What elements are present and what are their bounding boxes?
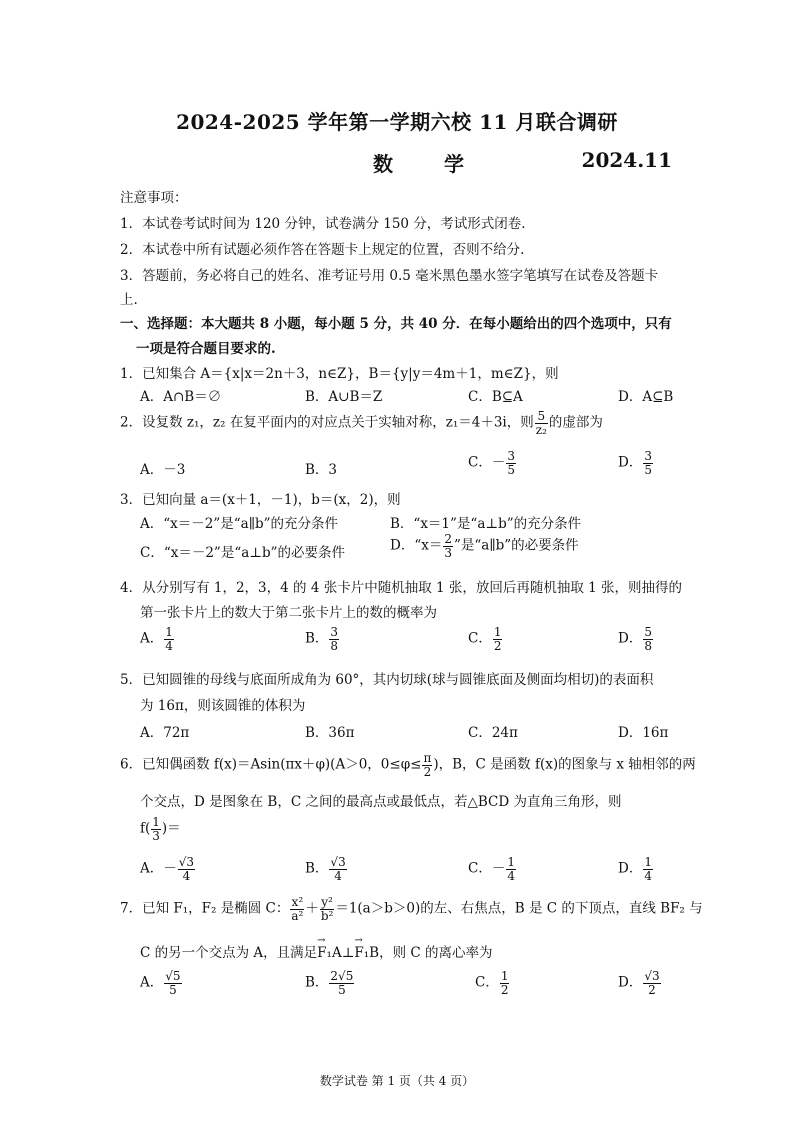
q1-option-d: D．A⊆B [618,389,674,405]
q6-option-d [618,856,654,882]
q6-stem3-b: )＝ [161,820,181,837]
q7-c-den: 2 [500,982,509,997]
section-heading-line1: 一、选择题：本大题共 8 小题，每小题 5 分，共 40 分．在每小题给出的四个选项中，只有 [120,316,672,332]
q6-b-den: 4 [334,868,342,883]
q7-frac-x-den: a² [291,908,304,923]
note-item-3: 3．答题前，务必将自己的姓名、准考证号用 0.5 毫米黑色墨水签字笔填写在试卷及答题卡 [120,268,659,284]
q6-a-num: √3 [178,855,195,869]
q6-b-num: √3 [330,855,346,869]
q5-option-b: B．36π [305,725,355,741]
q4-stem-line2: 第一张卡片上的数大于第二张卡片上的数的概率为 [140,605,437,621]
note-item-3-cont: 上. [120,292,138,308]
q6-stem1-fraction [422,752,432,778]
q5-option-a: A．72π [140,725,190,741]
q6-c-prefix: C．－ [468,860,506,877]
q2-option-c-prefix: C．－ [468,454,506,471]
q5-option-d: D．16π [618,725,669,741]
q6-d-num: 1 [644,855,652,869]
q7-option-a [140,970,183,996]
notes-heading: 注意事项： [120,190,188,206]
q6-stem1-b: )，B，C 是函数 f(x)的图象与 x 轴相邻的两 [433,756,696,773]
q6-a-fraction [178,856,195,882]
q3-option-d-fraction [443,533,453,559]
q4-b-prefix: B． [305,630,329,647]
q7-frac-x-num: x² [291,895,304,909]
q6-stem-line1 [120,752,696,778]
q2-option-c [468,450,517,476]
q2-stem [120,410,603,436]
note-item-2: 2．本试卷中所有试题必须作答在答题卡上规定的位置，否则不给分. [120,242,525,258]
q7-plus: ＋ [305,900,319,917]
q7-d-num: √3 [644,969,660,983]
subject-label: 数 学 [373,152,486,176]
q6-b-prefix: B． [305,860,329,877]
q3-d-den: 3 [444,545,452,560]
q2-stem-text-b: 的虚部为 [548,414,603,431]
q6-c-fraction [506,856,516,882]
q3-stem: 3．已知向量 a＝(x＋1，－1)，b＝(x，2)，则 [120,492,401,508]
q7-stem1-a: 7．已知 F₁，F₂ 是椭圆 C： [120,900,290,917]
q4-option-b [305,626,340,652]
q3-option-d-prefix: D．“x＝ [390,537,443,554]
q5-stem-line2: 为 16π，则该圆锥的体积为 [140,698,306,714]
q7-stem-line2 [140,941,493,961]
q7-vector-f1b: → F₁B [354,945,379,961]
q3-option-a: A．“x＝－2”是“a∥b”的充分条件 [140,516,338,532]
q4-a-prefix: A． [140,630,164,647]
q2-stem-frac-den: z₂ [535,422,547,437]
q4-b-den: 8 [330,638,339,653]
q7-b-num: 2√5 [330,969,354,983]
q6-stem3-a: f( [140,820,151,837]
q7-a-prefix: A． [140,974,164,991]
q3-option-c: C．“x＝－2”是“a⊥b”的必要条件 [140,545,346,561]
q6-option-a [140,856,196,882]
q6-stem3-num: 1 [152,815,160,829]
q6-d-den: 4 [644,868,652,883]
q7-d-fraction [643,970,660,996]
q2-stem-fraction [535,410,548,436]
q2-stem-frac-num: 5 [535,410,548,424]
q4-b-fraction [329,626,339,652]
q3-option-b: B．“x＝1”是“a⊥b”的充分条件 [390,516,582,532]
q7-a-den: 5 [169,982,177,997]
q6-option-b [305,856,348,882]
q6-stem-line3 [140,816,181,842]
q4-a-num: 1 [165,625,173,639]
q4-b-num: 3 [330,625,339,639]
q6-stem1-num: π [423,751,432,765]
q4-d-den: 8 [644,638,652,653]
q6-c-num: 1 [507,855,515,869]
q4-c-den: 2 [493,638,502,653]
q4-option-a [140,626,175,652]
q6-d-prefix: D． [618,860,643,877]
q2-c-num: 3 [507,449,515,463]
q6-stem3-den: 3 [152,828,160,843]
q7-frac-y-den: b² [320,908,334,923]
exam-title: 2024-2025 学年第一学期六校 11 月联合调研 [176,110,618,134]
q4-d-num: 5 [644,625,652,639]
q7-c-fraction [500,970,510,996]
q4-option-d [618,626,654,652]
q4-a-den: 4 [165,638,173,653]
q7-b-den: 5 [338,982,346,997]
page-footer: 数学试卷 第 1 页（共 4 页） [319,1074,475,1088]
q4-d-prefix: D． [618,630,643,647]
q7-c-num: 1 [500,969,509,983]
q1-stem: 1．已知集合 A＝{x|x＝2n＋3，n∈Z}，B＝{y|y＝4m＋1，m∈Z}，则 [120,366,559,382]
q2-option-d-fraction [643,450,653,476]
q6-option-c [468,856,517,882]
q3-option-d [390,533,579,559]
q1-option-c: C．B⊆A [468,389,523,405]
q7-vector-f1a: → F₁A [317,945,342,961]
q7-stem2-b: ，则 C 的离心率为 [379,945,493,961]
q3-d-num: 2 [444,532,452,546]
q6-stem1-a: 6．已知偶函数 f(x)＝Asin(πx＋φ)(A＞0，0≤φ≤ [120,756,422,773]
q7-frac-x [290,896,304,922]
q7-d-prefix: D． [618,974,643,991]
q2-d-num: 3 [644,449,652,463]
q7-stem1-b: ＝1(a＞b＞0)的左、右焦点，B 是 C 的下顶点，直线 BF₂ 与 [335,900,703,917]
q7-frac-y-num: y² [321,895,333,909]
q6-stem1-den: 2 [423,764,432,779]
q6-stem-line2: 个交点，D 是图象在 B，C 之间的最高点或最低点，若△BCD 为直角三角形，则 [140,794,622,810]
q2-option-c-fraction [506,450,516,476]
q4-c-prefix: C． [468,630,492,647]
q7-c-prefix: C． [475,974,499,991]
q5-option-c: C．24π [468,725,518,741]
q6-c-den: 4 [507,868,515,883]
q6-stem3-fraction [151,816,161,842]
q3-option-d-suffix: ”是“a∥b”的必要条件 [453,537,579,554]
q7-b-prefix: B． [305,974,329,991]
q2-option-b: B．3 [305,462,338,478]
q7-a-num: √5 [165,969,181,983]
q4-a-fraction [164,626,174,652]
q7-stem-line1 [120,896,703,922]
note-item-1: 1．本试卷考试时间为 120 分钟，试卷满分 150 分，考试形式闭卷. [120,216,526,232]
q7-option-c [475,970,510,996]
q5-stem-line1: 5．已知圆锥的母线与底面所成角为 60°，其内切球(球与圆锥底面及侧面均相切)的表面积 [120,672,654,688]
q6-a-prefix: A．－ [140,860,177,877]
q2-stem-text-a: 2．设复数 z₁，z₂ 在复平面内的对应点关于实轴对称，z₁＝4＋3i，则 [120,414,534,431]
q7-option-d [618,970,662,996]
q7-stem2-a: C 的另一个交点为 A，且满足 [140,945,318,961]
q2-c-den: 5 [507,462,515,477]
section-heading-line2: 一项是符合题目要求的. [136,341,276,357]
q2-option-d [618,450,654,476]
q1-option-a: A．A∩B＝∅ [140,389,222,405]
q6-a-den: 4 [182,868,191,883]
q7-option-b [305,970,355,996]
q6-d-fraction [643,856,653,882]
exam-date: 2024.11 [581,148,672,172]
q4-stem-line1: 4．从分别写有 1，2，3，4 的 4 张卡片中随机抽取 1 张，放回后再随机抽取 1 张，则抽得的 [120,580,683,596]
q7-perp: ⊥ [341,945,355,961]
q1-option-b: B．A∪B＝Z [305,389,383,405]
q7-frac-y [320,896,335,922]
q4-c-num: 1 [493,625,502,639]
q4-d-fraction [643,626,653,652]
q2-option-a: A．－3 [140,462,186,478]
q7-a-fraction [164,970,181,996]
q7-b-fraction [329,970,354,996]
q2-d-den: 5 [644,462,652,477]
q2-option-d-prefix: D． [618,454,643,471]
q7-d-den: 2 [648,982,656,997]
q4-option-c [468,626,503,652]
q6-b-fraction [329,856,346,882]
q4-c-fraction [493,626,503,652]
